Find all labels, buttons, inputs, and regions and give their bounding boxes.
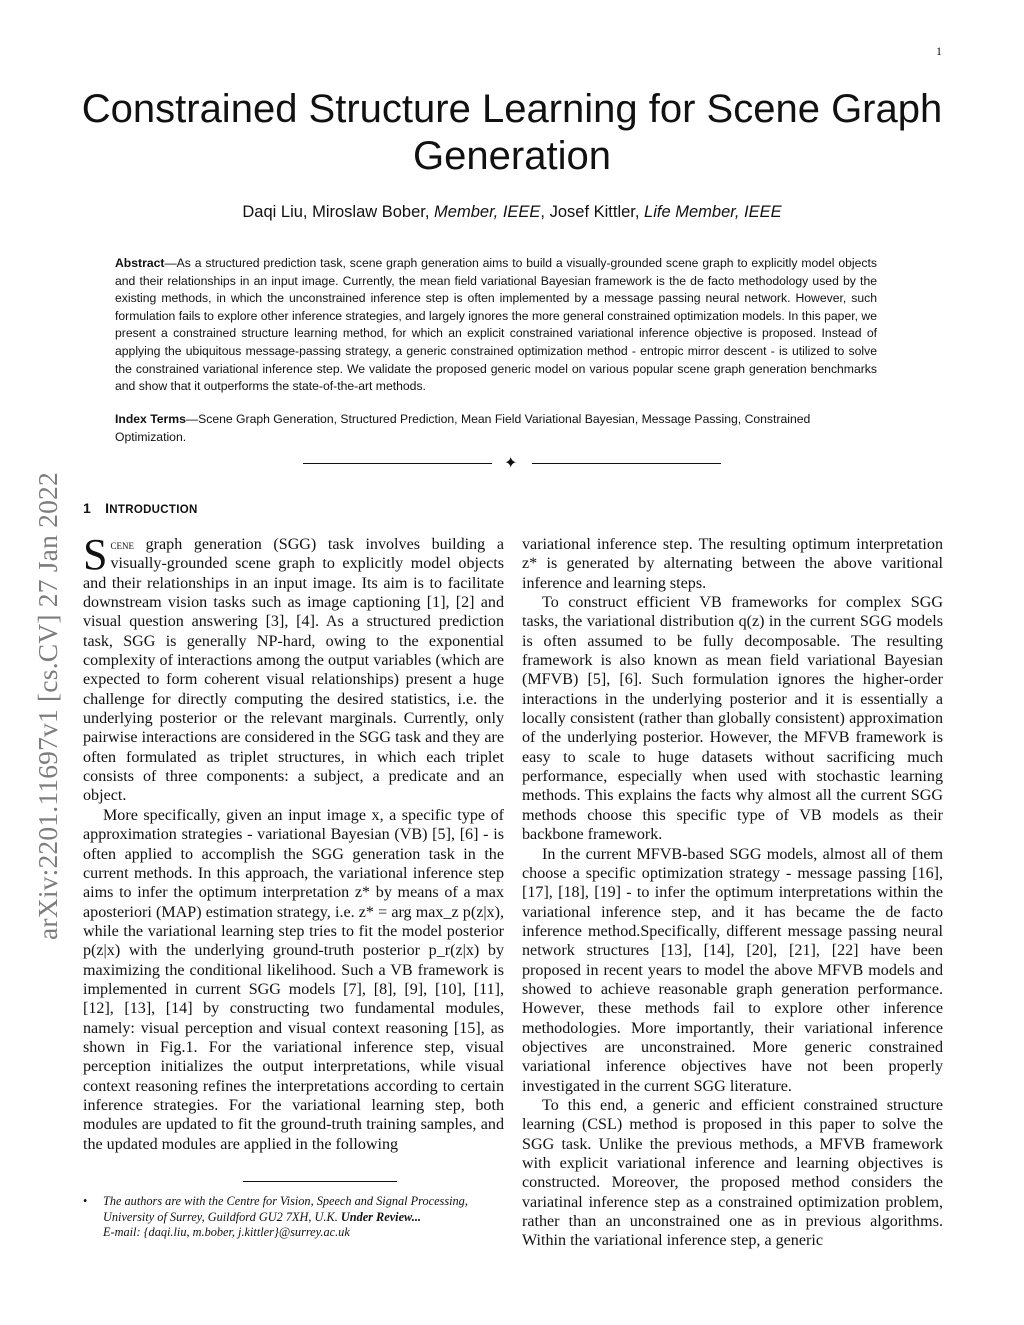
author-line xyxy=(60,203,964,222)
small-caps-word: cene xyxy=(110,537,134,552)
separator-rule xyxy=(303,463,492,464)
bullet-icon: • xyxy=(83,1194,88,1208)
separator-rule xyxy=(532,463,721,464)
author-names: Daqi Liu, Miroslaw Bober, xyxy=(242,203,435,221)
index-terms xyxy=(115,411,877,446)
footnote xyxy=(83,1194,508,1241)
section-title: INTRODUCTION xyxy=(105,500,198,516)
section-heading xyxy=(83,500,198,516)
paper-title: Constrained Structure Learning for Scene Graph Generation xyxy=(81,87,943,178)
author-role: Member, IEEE xyxy=(434,203,541,221)
author-names: , Josef Kittler, xyxy=(540,203,645,221)
drop-cap: S xyxy=(83,530,108,579)
section-number: 1 xyxy=(83,500,92,516)
intro-paragraph: In the current MFVB-based SGG models, almost all of them choose a specific optimization strategy - message passing [16], [17], [18], [19] - to infer the optimum interpretations within the variational inference step, and it has became the de facto inference method.Specifically, different message passing neural network structures [13], [14], [20], [21], [22] have been proposed in recent years to model the above MFVB models and showed to achieve reasonable graph generation performance. However, these methods fail to explore other inference methodologies. More importantly, their variational inference objectives are unconstrained. More generic constrained variational inference objectives have not been properly investigated in the current SGG literature. xyxy=(522,845,943,1095)
abstract xyxy=(115,255,877,396)
abstract-text: —As a structured prediction task, scene graph generation aims to build a visually-grounded scene graph to explicitly model objects and their relationships in an input image. Currently, the mean field variational Bayesian framework is the de facto methodology used by the existing methods, in which the unconstrained inference step is often implemented by a message passing neural network. However, such formulation fails to explore other inference strategies, and largely ignores the more general constrained optimization models. In this paper, we present a constrained structure learning method, for which an explicit constrained variational inference objective is proposed. Instead of applying the ubiquitous message-passing strategy, a generic constrained optimization method - entropic mirror descent - is utilized to solve the constrained variational inference step. We validate the proposed generic model on various popular scene graph generation benchmarks and show that it outperforms the state-of-the-art methods. xyxy=(115,256,877,394)
page-number: 1 xyxy=(936,44,942,58)
intro-paragraph: To construct efficient VB frameworks for complex SGG tasks, the variational distribution q(z) in the current SGG models is often assumed to be fully decomposable. The resulting framework is also known as mean field variational Bayesian (MFVB) [5], [6]. Such formulation ignores the higher-order interactions in the underlying posterior and it is essentially a locally consistent (rather than globally consistent) approximation of the underlying posterior. However, the MFVB framework is easy to scale to huge datasets without sacrificing much performance, especially when used with stochastic learning methods. This explains the facts why almost all the current SGG methods choose this specific type of VB models as their backbone framework. xyxy=(522,594,943,844)
index-terms-text: —Scene Graph Generation, Structured Prediction, Mean Field Variational Bayesian, Message Passing, Constrained Optimization. xyxy=(115,412,811,444)
intro-paragraph xyxy=(83,530,504,806)
index-terms-label: Index Terms xyxy=(115,412,186,426)
abstract-label: Abstract xyxy=(115,256,165,270)
footnote-rule xyxy=(243,1181,397,1182)
footnote-bold: Under Review... xyxy=(340,1209,421,1224)
intro-paragraph: variational inference step. The resulting optimum interpretation z* is generated by alternating between the above varitional inference and learning steps. xyxy=(522,536,943,592)
footnote-email: E-mail: {daqi.liu, m.bober, j.kittler}@surrey.ac.uk xyxy=(103,1225,350,1240)
diamond-ornament-icon: ✦ xyxy=(504,453,518,472)
intro-paragraph: More specifically, given an input image x, a specific type of approximation strategies - variational Bayesian (VB) [5], [6] - is often applied to accomplish the SGG generation task in the current methods. In this approach, the variational inference step aims to infer the optimum interpretation z* by means of a max aposteriori (MAP) estimation strategy, i.e. z* = arg max_z p(z|x), while the variational learning step tries to fit the model posterior p(z|x) with the underlying ground-truth posterior p_r(z|x) by maximizing the conditional likelihood. Such a VB framework is implemented in current SGG models [7], [8], [9], [10], [11], [12], [13], [14] by constructing two fundamental modules, namely: visual perception and visual context reasoning [15], as shown in Fig.1. For the variational inference step, visual perception initializes the output interpretations, while visual context reasoning refines the interpretations according to certain inference strategies. For the variational learning step, both modules are updated to fit the ground-truth training samples, and the updated modules are applied in the following xyxy=(83,806,504,1153)
left-column xyxy=(83,530,504,1154)
author-role: Life Member, IEEE xyxy=(644,203,782,221)
footnote-text: The authors are with the Centre for Vision, Speech and Signal Processing, University of Surrey, Guildford GU2 7XH, U.K. xyxy=(103,1194,468,1224)
right-column xyxy=(522,535,943,1251)
arxiv-stamp: arXiv:2201.11697v1 [cs.CV] 27 Jan 2022 xyxy=(32,472,63,940)
paragraph-text: graph generation (SGG) task involves building a visually-grounded scene graph to explicitly model objects and their relationships in an input image. Its aim is to facilitate downstream vision tasks such as image captioning [1], [2] and visual question answering [3], [4]. As a structured prediction task, SGG is generally NP-hard, owing to the exponential complexity of interactions among the output variables (which are expected to form coherent visual relationships) present a huge challenge for directly computing the desired statistics, i.e. the underlying posterior or the relevant marginals. Currently, only pairwise interactions are considered in the SGG task and they are often formulated as triplet structures, in which each triplet consists of three components: a subject, a predicate and an object. xyxy=(83,536,504,805)
intro-paragraph: To this end, a generic and efficient constrained structure learning (CSL) method is proposed in this paper to solve the SGG task. Unlike the previous methods, a MFVB framework with explicit variational inference and learning objectives is constructed. Moreover, the proposed method considers the variatinal inference step as a constrained optimization problem, rather than an unconstrained one as in previous algorithms. Within the variational inference step, a generic xyxy=(522,1096,943,1250)
